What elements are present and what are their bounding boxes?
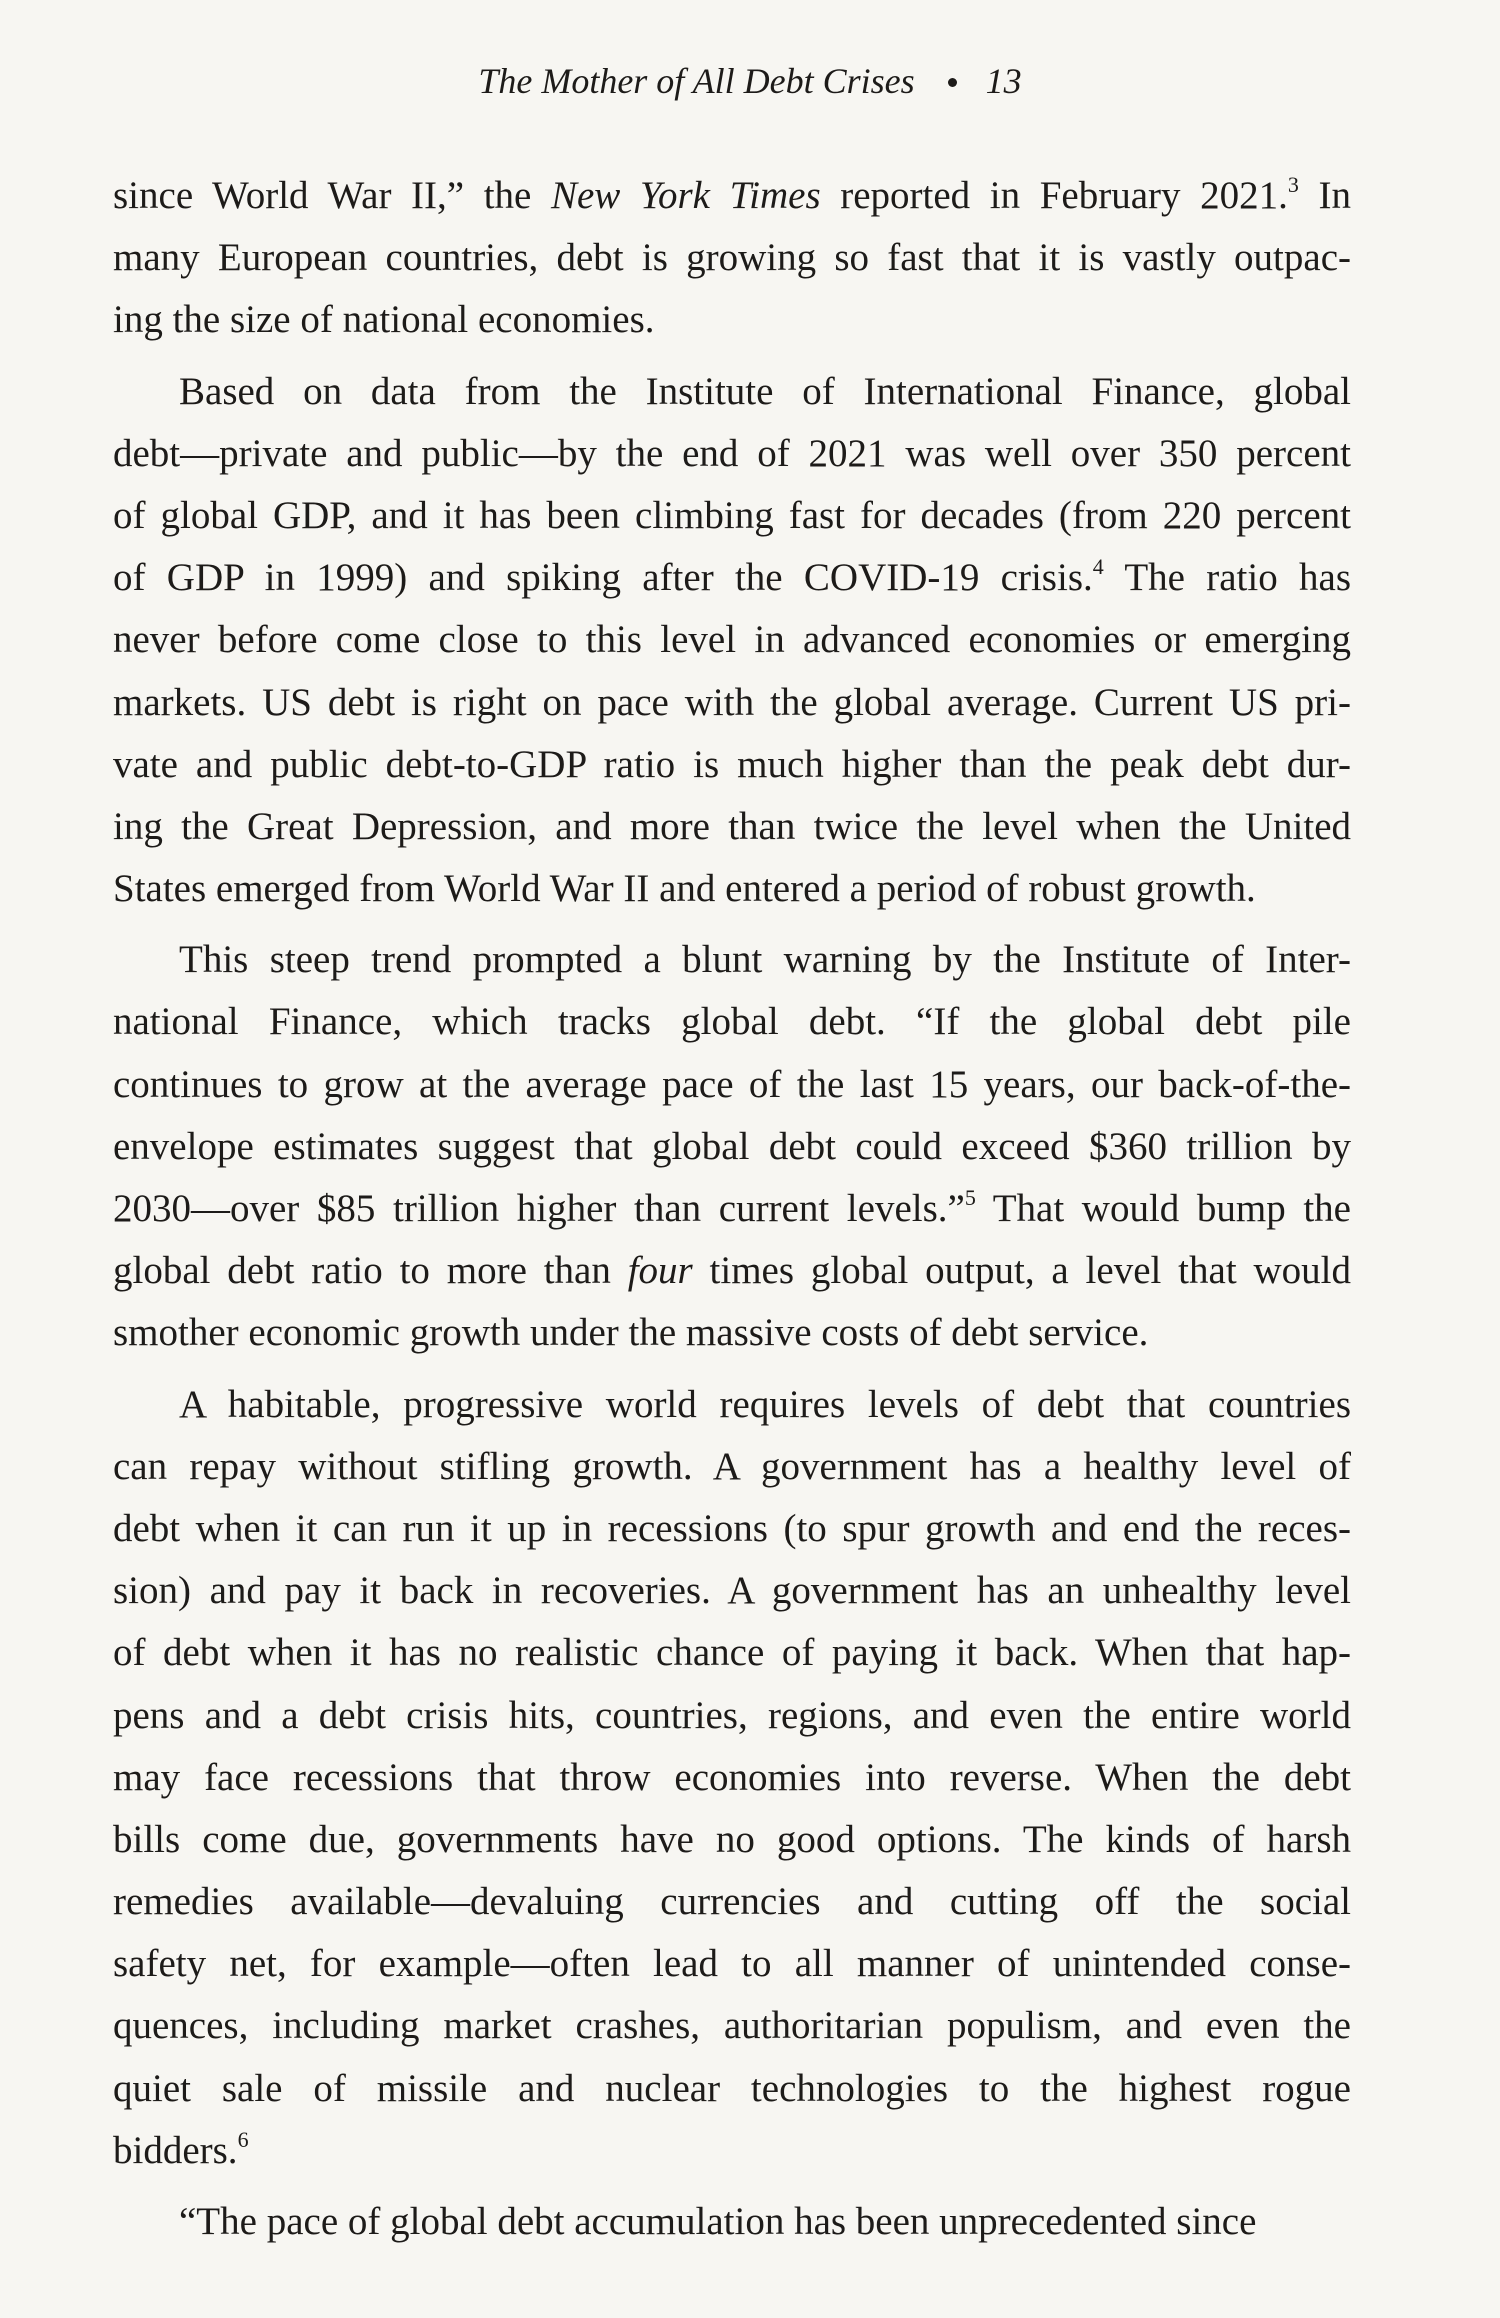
italic-text: four <box>627 1249 693 1293</box>
text-run: States emerged from World War II and entered a period of robust growth. <box>113 867 1256 911</box>
text-line <box>113 1374 1351 1436</box>
text-line <box>113 1054 1351 1116</box>
text-line <box>113 1116 1351 1178</box>
paragraph-gap <box>113 1365 1351 1374</box>
text-line <box>113 796 1351 858</box>
paragraph <box>113 1374 1351 2182</box>
text-run: vate and public debt-to-GDP ratio is much higher than the peak debt dur- <box>113 742 1351 786</box>
text-run: ing the Great Depression, and more than twice the level when the United <box>113 804 1351 848</box>
text-run: may face recessions that throw economies into reverse. When the debt <box>113 1755 1351 1799</box>
text-run: safety net, for example—often lead to all manner of unintended conse- <box>113 1942 1351 1986</box>
text-run: 2030—over $85 trillion higher than current levels.” <box>113 1187 965 1230</box>
text-run: never before come close to this level in advanced economies or emerging <box>113 618 1351 662</box>
running-head <box>0 52 1500 110</box>
text-run: The ratio has <box>1103 556 1351 600</box>
footnote-marker: 5 <box>964 1185 976 1210</box>
text-line <box>113 2191 1351 2253</box>
text-line <box>113 1436 1351 1498</box>
text-line <box>113 1871 1351 1933</box>
paragraph-gap <box>113 2182 1351 2191</box>
footnote-marker: 4 <box>1092 554 1104 580</box>
text-run: times global output, a level that would <box>692 1249 1351 1293</box>
paragraph <box>113 929 1351 1364</box>
text-line <box>113 1240 1351 1302</box>
text-run: Based on data from the Institute of International Finance, global <box>179 369 1351 413</box>
text-run: markets. US debt is right on pace with the global average. Current US pri- <box>113 680 1351 724</box>
chapter-title: The Mother of All Debt Crises <box>478 61 915 101</box>
text-run: quences, including market crashes, authoritarian populism, and even the <box>113 2004 1351 2048</box>
text-line <box>113 1622 1351 1684</box>
paragraph <box>113 361 1351 921</box>
text-line <box>113 2120 1351 2182</box>
text-line <box>113 1685 1351 1747</box>
text-run: continues to grow at the average pace of the last 15 years, our back-of-the- <box>113 1062 1351 1106</box>
text-line <box>113 423 1351 485</box>
text-line <box>113 165 1351 227</box>
footnote-marker: 3 <box>1287 172 1299 197</box>
text-run: of debt when it has no realistic chance of paying it back. When that hap- <box>113 1631 1351 1675</box>
text-run: remedies available—devaluing currencies and cutting off the social <box>113 1880 1351 1924</box>
footnote-marker: 6 <box>237 2126 249 2152</box>
paragraph-gap <box>113 352 1351 361</box>
text-run: debt when it can run it up in recessions (to spur growth and end the reces- <box>113 1506 1351 1550</box>
text-run: global debt ratio to more than <box>113 1249 628 1293</box>
italic-text: New York Times <box>550 174 821 217</box>
text-line <box>113 1498 1351 1560</box>
text-line <box>113 1809 1351 1871</box>
text-run: since World War II,” the <box>113 174 551 217</box>
text-line <box>113 1178 1351 1240</box>
paragraph <box>113 2191 1351 2253</box>
paragraph-gap <box>113 920 1351 929</box>
text-run: reported in February 2021. <box>820 174 1288 217</box>
text-run: ing the size of national economies. <box>113 298 655 342</box>
text-run: In <box>1298 174 1351 217</box>
body-text <box>113 165 1351 2253</box>
text-line <box>113 991 1351 1053</box>
text-line <box>113 609 1351 671</box>
text-line <box>113 1560 1351 1622</box>
text-line <box>113 858 1351 920</box>
text-line <box>113 929 1351 991</box>
text-line <box>113 289 1351 351</box>
bullet-separator <box>948 78 957 87</box>
text-run: “The pace of global debt accumulation has been unprecedented since <box>179 2200 1257 2243</box>
text-line <box>113 1995 1351 2057</box>
text-run: That would bump the <box>975 1187 1351 1230</box>
text-line <box>113 547 1351 609</box>
text-run: can repay without stifling growth. A government has a healthy level of <box>113 1444 1351 1488</box>
text-run: bidders. <box>113 2128 238 2172</box>
paragraph <box>113 165 1351 352</box>
text-run: many European countries, debt is growing so fast that it is vastly outpac- <box>113 236 1351 280</box>
text-run: of global GDP, and it has been climbing fast for decades (from 220 percent <box>113 493 1351 537</box>
text-line <box>113 1747 1351 1809</box>
text-line <box>113 361 1351 423</box>
text-run: A habitable, progressive world requires levels of debt that countries <box>179 1382 1351 1426</box>
text-run: debt—private and public—by the end of 2021 was well over 350 percent <box>113 431 1351 475</box>
text-line <box>113 734 1351 796</box>
text-line <box>113 1933 1351 1995</box>
text-line <box>113 672 1351 734</box>
text-run: pens and a debt crisis hits, countries, regions, and even the entire world <box>113 1693 1351 1737</box>
text-run: envelope estimates suggest that global debt could exceed $360 trillion by <box>113 1124 1351 1168</box>
text-run: smother economic growth under the massive costs of debt service. <box>113 1311 1149 1355</box>
page-number: 13 <box>985 61 1022 101</box>
text-run: bills come due, governments have no good options. The kinds of harsh <box>113 1817 1351 1861</box>
text-run: of GDP in 1999) and spiking after the COVID-19 crisis. <box>113 556 1093 600</box>
text-line <box>113 1302 1351 1364</box>
text-line <box>113 485 1351 547</box>
text-line <box>113 2058 1351 2120</box>
text-line <box>113 227 1351 289</box>
text-run: quiet sale of missile and nuclear technologies to the highest rogue <box>113 2066 1351 2110</box>
text-run: sion) and pay it back in recoveries. A government has an unhealthy level <box>113 1569 1351 1613</box>
text-run: This steep trend prompted a blunt warning by the Institute of Inter- <box>179 938 1351 982</box>
text-run: national Finance, which tracks global debt. “If the global debt pile <box>113 1000 1351 1044</box>
